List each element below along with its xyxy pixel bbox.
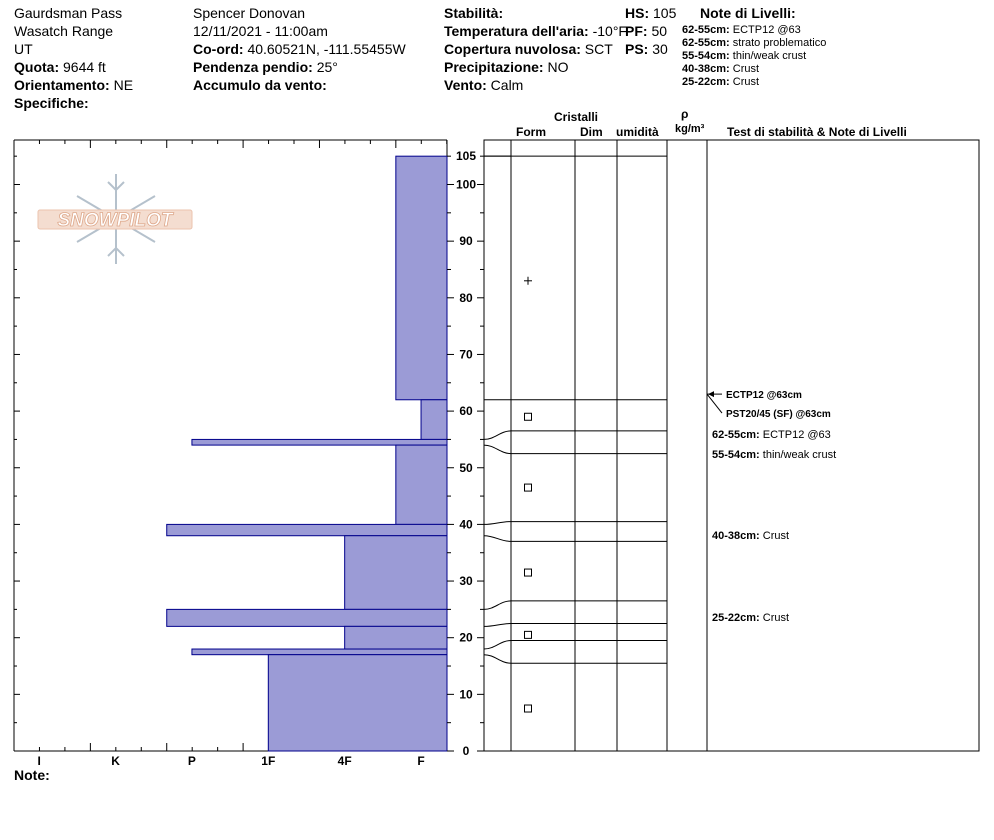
height-axis — [447, 140, 511, 758]
crystal-symbol-square — [525, 569, 532, 576]
layer-note: 55-54cm: thin/weak crust — [682, 50, 807, 62]
hardness-layers — [167, 156, 447, 751]
hardness-label: I — [37, 754, 41, 768]
hardness-scale-labels — [38, 754, 425, 768]
test-pointer — [707, 394, 722, 413]
logo-text: SNOWPILOT — [57, 210, 173, 231]
hardness-layer — [167, 609, 447, 626]
ps-label: PS: — [625, 41, 649, 57]
density-unit-header: kg/m³ — [675, 123, 705, 135]
hardness-label: P — [187, 754, 196, 768]
hardness-layer — [167, 524, 447, 535]
layer-note-detail: 25-22cm: Crust — [712, 612, 790, 624]
moisture-header: umidità — [616, 125, 659, 139]
stability-test-labels — [707, 390, 836, 624]
coords-value: 40.60521N, -111.55455W — [247, 41, 406, 57]
height-label: 30 — [459, 574, 473, 589]
layer-connector — [484, 624, 511, 627]
precip-value: NO — [547, 59, 569, 75]
mountain-range: Wasatch Range — [14, 23, 114, 39]
layer-connector — [484, 445, 511, 453]
crystals-header: Cristalli — [554, 110, 599, 124]
hardness-layer — [268, 655, 447, 751]
coords-label: Co-ord: — [193, 41, 244, 57]
layer-connector — [484, 601, 511, 609]
height-label: 0 — [462, 744, 470, 758]
height-label: 90 — [459, 234, 473, 249]
hardness-label: K — [111, 754, 120, 768]
observation-datetime: 12/11/2021 - 11:00am — [193, 23, 328, 39]
height-label: 105 — [455, 149, 477, 164]
ps-value: 30 — [652, 41, 668, 57]
slope-label: Pendenza pendio: — [193, 59, 313, 75]
state: UT — [14, 41, 33, 57]
cloud-label: Copertura nuvolosa: — [444, 41, 581, 57]
layer-note: 25-22cm: Crust — [682, 76, 760, 88]
pf-value: 50 — [651, 23, 668, 39]
form-header: Form — [516, 125, 546, 139]
height-label: 60 — [459, 404, 473, 419]
height-label: 100 — [455, 177, 477, 192]
specifics-label: Specifiche: — [14, 95, 89, 111]
height-label: 10 — [459, 687, 473, 702]
stability-test-pst: PST20/45 (SF) @63cm — [726, 409, 831, 421]
height-label: 80 — [459, 290, 473, 305]
wind-value: Calm — [490, 77, 524, 93]
crystal-symbol-square — [525, 631, 532, 638]
precip-label: Precipitazione: — [444, 59, 544, 75]
height-label: 50 — [459, 460, 473, 475]
layer-connector — [484, 522, 511, 525]
snowpilot-logo — [38, 174, 192, 264]
layer-connector — [484, 431, 511, 439]
height-label: 70 — [459, 347, 473, 362]
crystal-symbol-square — [525, 413, 532, 420]
layer-connector — [484, 536, 511, 542]
layer-note-detail: 62-55cm: ECTP12 @63 — [712, 429, 831, 441]
tests-header: Test di stabilità & Note di Livelli — [727, 125, 907, 139]
hardness-layer — [192, 649, 447, 655]
air-temp-label: Temperatura dell'aria: — [444, 23, 589, 39]
elevation-label: Quota: — [14, 59, 60, 75]
layer-note: 62-55cm: ECTP12 @63 — [682, 24, 801, 36]
wind-label: Vento: — [444, 77, 487, 93]
crystal-form-symbols — [524, 277, 532, 712]
stability-test-ectp: ECTP12 @63cm — [726, 390, 802, 402]
aspect-value: NE — [113, 77, 134, 93]
hardness-label: 4F — [337, 754, 352, 768]
notes-label: Note: — [14, 767, 50, 783]
dim-header: Dim — [580, 125, 603, 139]
hardness-layer — [396, 156, 447, 400]
layer-note: 62-55cm: strato problematico — [682, 37, 827, 49]
hardness-layer — [345, 536, 447, 610]
hardness-layer — [192, 439, 447, 445]
slope-value: 25° — [316, 59, 338, 75]
hs-label: HS: — [625, 5, 650, 21]
height-label: 40 — [459, 517, 473, 532]
layer-note-detail: 55-54cm: thin/weak crust — [712, 449, 837, 461]
height-label: 20 — [459, 630, 473, 645]
layer-note-detail: 40-38cm: Crust — [712, 530, 790, 542]
aspect-label: Orientamento: — [14, 77, 110, 93]
location-name: Gaurdsman Pass — [14, 5, 123, 21]
observer-name: Spencer Donovan — [193, 5, 306, 21]
crystal-symbol-square — [525, 705, 532, 712]
pf-label: PF: — [625, 23, 648, 39]
notes-footer — [14, 766, 50, 784]
hardness-layer — [345, 626, 447, 649]
cloud-value: SCT — [584, 41, 613, 57]
air-temp-value: -10°F — [592, 23, 627, 39]
elevation-value: 9644 ft — [63, 59, 106, 75]
layer-detail-panel — [484, 140, 979, 751]
wind-loading-label: Accumulo da vento: — [193, 77, 327, 93]
layer-connector — [484, 655, 511, 663]
hardness-layer — [396, 445, 447, 524]
crystal-symbol-square — [525, 484, 532, 491]
hardness-label: 1F — [261, 754, 276, 768]
hs-value: 105 — [653, 5, 677, 21]
layer-notes-title: Note di Livelli: — [700, 5, 796, 21]
rho-header: ρ — [681, 107, 689, 121]
stability-label: Stabilità: — [444, 5, 504, 21]
hardness-layer — [421, 400, 447, 440]
layer-connector — [484, 641, 511, 649]
detail-panel-frame — [484, 140, 979, 751]
hardness-label: F — [417, 754, 425, 768]
layer-note: 40-38cm: Crust — [682, 63, 760, 75]
